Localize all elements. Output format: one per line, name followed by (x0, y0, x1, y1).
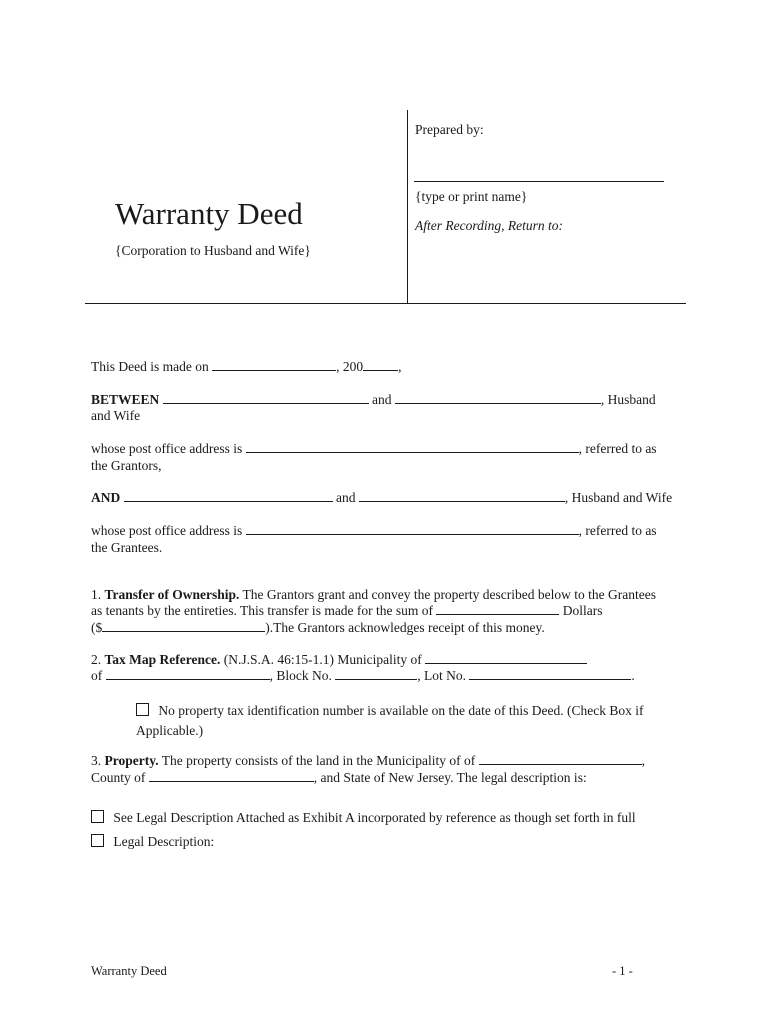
section-2-of: of (91, 668, 103, 683)
grantors-address-line (91, 440, 657, 457)
exhibit-option-text: See Legal Description Attached as Exhibit A incorporated by reference as though set forth in full (113, 810, 636, 825)
header-rule (85, 303, 686, 304)
between-line (91, 391, 656, 408)
grantors-label: the Grantors, (91, 458, 162, 473)
lot-number-field[interactable] (469, 667, 631, 680)
section-1-number: 1. (91, 587, 102, 602)
section-1-text: The Grantors grant and convey the property described below to the Grantees (239, 587, 656, 602)
page-title: Warranty Deed (115, 196, 303, 231)
and-husband-wife: , Husband and Wife (564, 490, 673, 505)
and-label: AND (91, 490, 121, 505)
deed-date-suffix: , (398, 359, 402, 374)
section-3-line-2 (91, 769, 587, 786)
grantee-2-field[interactable] (359, 489, 565, 502)
no-tax-id-text-2: Applicable.) (136, 723, 204, 738)
deed-date-year-prefix: , 200 (336, 359, 364, 374)
section-2-block: , Block No. (269, 668, 332, 683)
section-3-heading: Property. (104, 753, 159, 768)
exhibit-option-row (91, 809, 636, 826)
page-number: - 1 - (612, 964, 633, 978)
grantors-address-suffix: , referred to as (578, 441, 657, 456)
grantors-address-field[interactable] (246, 440, 579, 453)
section-1-heading: Transfer of Ownership. (104, 587, 240, 602)
grantees-address-field[interactable] (246, 522, 579, 535)
section-1-amount-prefix: ($ (91, 620, 103, 635)
section-3-text: The property consists of the land in the Municipality of of (158, 753, 476, 768)
no-tax-id-text: No property tax identification number is available on the date of this Deed. (Check Box if (158, 703, 644, 718)
section-2-heading: Tax Map Reference. (104, 652, 221, 667)
block-number-field[interactable] (335, 667, 417, 680)
section-2-line-1 (91, 651, 587, 668)
county-field[interactable] (106, 667, 270, 680)
section-1-line-1 (91, 586, 656, 603)
after-recording-label: After Recording, Return to: (415, 218, 563, 233)
between-and: and (372, 392, 392, 407)
and-and: and (336, 490, 356, 505)
grantees-address-suffix: , referred to as (578, 523, 657, 538)
deed-date-year-field[interactable] (363, 358, 398, 371)
page-subtitle: {Corporation to Husband and Wife} (115, 243, 311, 258)
vertical-divider (407, 110, 408, 303)
between-and-wife: and Wife (91, 408, 141, 423)
municipality-field[interactable] (425, 651, 587, 664)
legal-description-text: Legal Description: (113, 834, 215, 849)
section-1-line-3 (91, 619, 545, 636)
section-2-lot: , Lot No. (417, 668, 466, 683)
legal-description-row (91, 833, 214, 850)
section-3-county: County of (91, 770, 146, 785)
section-1-receipt: ).The Grantors acknowledges receipt of this money. (265, 620, 545, 635)
prepared-by-label: Prepared by: (415, 122, 484, 137)
between-husband: , Husband (600, 392, 656, 407)
grantee-1-field[interactable] (124, 489, 333, 502)
property-county-field[interactable] (149, 769, 314, 782)
deed-date-prefix: This Deed is made on (91, 359, 209, 374)
deed-date-line (91, 358, 401, 375)
section-3-number: 3. (91, 753, 102, 768)
type-or-print-name: {type or print name} (415, 189, 528, 204)
sum-amount-field[interactable] (102, 619, 265, 632)
section-3-state: , and State of New Jersey. The legal description is: (313, 770, 587, 785)
deed-date-day-field[interactable] (212, 358, 336, 371)
section-2-text: (N.J.S.A. 46:15-1.1) Municipality of (220, 652, 422, 667)
section-1-sum-prefix: as tenants by the entireties. This transfer is made for the sum of (91, 603, 434, 618)
and-line (91, 489, 672, 506)
section-3-line-1 (91, 752, 645, 769)
grantor-2-field[interactable] (395, 391, 601, 404)
section-2-number: 2. (91, 652, 102, 667)
legal-description-checkbox[interactable] (91, 834, 104, 847)
between-label: BETWEEN (91, 392, 160, 407)
section-3-comma: , (641, 753, 645, 768)
preparer-name-line[interactable] (414, 181, 664, 182)
grantees-address-prefix: whose post office address is (91, 523, 243, 538)
footer-title: Warranty Deed (91, 964, 167, 978)
section-2-line-2 (91, 667, 635, 684)
grantees-address-line (91, 522, 657, 539)
section-2-period: . (631, 668, 635, 683)
grantor-1-field[interactable] (163, 391, 369, 404)
no-tax-id-row (136, 702, 644, 719)
exhibit-checkbox[interactable] (91, 810, 104, 823)
grantors-address-prefix: whose post office address is (91, 441, 243, 456)
section-1-line-2 (91, 602, 603, 619)
section-1-dollars: Dollars (562, 603, 603, 618)
grantees-label: the Grantees. (91, 540, 163, 555)
sum-words-field[interactable] (436, 602, 559, 615)
property-municipality-field[interactable] (479, 752, 642, 765)
no-tax-id-checkbox[interactable] (136, 703, 149, 716)
